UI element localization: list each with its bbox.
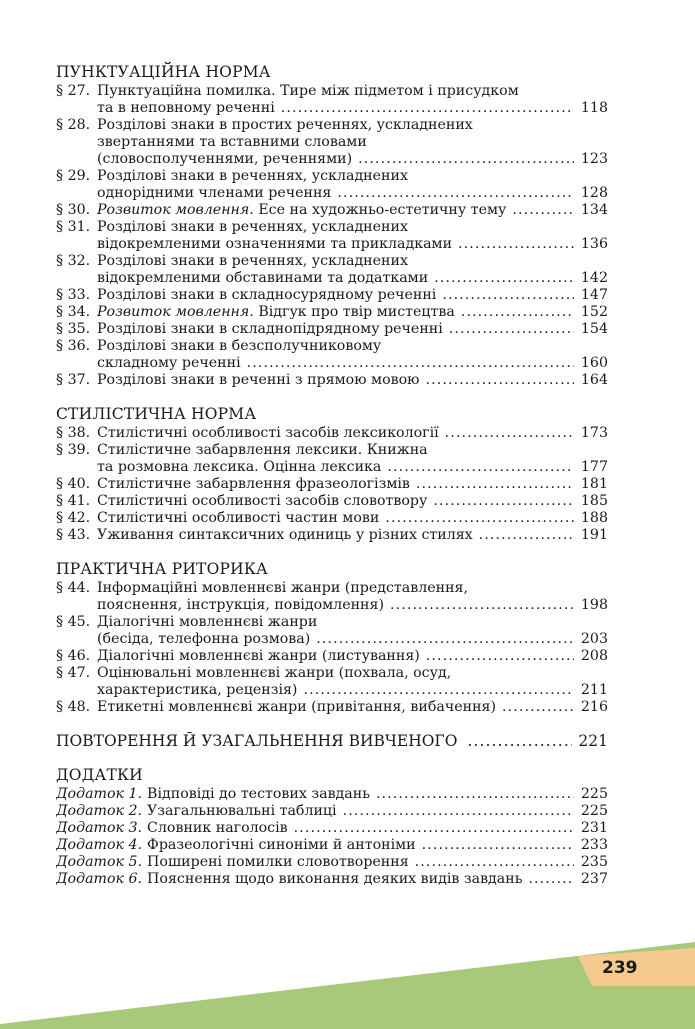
entry-text xyxy=(97,442,428,459)
entry-line-text: Уживання синтаксичних одиниць у різних стилях xyxy=(97,527,473,543)
entry-text xyxy=(97,372,420,389)
entry-line xyxy=(97,321,608,338)
entry-number: § 36. xyxy=(56,338,91,354)
entry-italic-label: Розвиток мовлення. xyxy=(97,304,254,320)
appendix-entry xyxy=(56,854,608,871)
entry-line-text: Розділові знаки в реченнях, ускладнених xyxy=(97,168,408,184)
entry-line xyxy=(97,304,608,321)
entry-line xyxy=(97,270,608,287)
entry-page: 118 xyxy=(580,100,608,116)
entry-line xyxy=(97,168,608,185)
entry-body xyxy=(97,372,608,389)
dot-leader xyxy=(528,871,574,888)
entry-line xyxy=(97,372,608,389)
toc-entry xyxy=(56,372,608,389)
entry-line xyxy=(97,580,608,597)
toc-entry xyxy=(56,304,608,321)
entry-line-text: Есе на художньо-естетичну тему xyxy=(258,202,507,218)
appendix-label: Додаток 6. xyxy=(56,871,143,887)
appendix-text: Фразеологічні синоніми й антоніми xyxy=(147,837,416,853)
appendix-text: Словник наголосів xyxy=(147,820,288,836)
dot-leader xyxy=(416,476,574,493)
toc-entry xyxy=(56,614,608,648)
entry-body xyxy=(97,338,608,372)
entry-line-text: Стилістичні особливості засобів словотвору xyxy=(97,493,428,509)
entry-line-text: Діалогічні мовленнєві жанри (листування) xyxy=(97,648,420,664)
entry-page: 181 xyxy=(580,476,608,492)
dot-leader xyxy=(422,837,574,854)
entry-line xyxy=(97,493,608,510)
appendix-entry xyxy=(56,871,608,888)
entry-line xyxy=(97,682,608,699)
entry-page: 136 xyxy=(580,236,608,252)
entry-page: 152 xyxy=(580,304,608,320)
toc-entry xyxy=(56,510,608,527)
review-page: 221 xyxy=(578,732,608,750)
entry-text xyxy=(97,304,455,321)
entry-body xyxy=(97,425,608,442)
table-of-contents xyxy=(56,63,608,904)
entry-body xyxy=(97,510,608,527)
entry-line xyxy=(97,476,608,493)
bottom-decor-band xyxy=(0,930,695,1029)
entry-line-text: Розділові знаки в складносурядному реченні xyxy=(97,287,437,303)
entry-page: 188 xyxy=(580,510,608,526)
entry-line xyxy=(97,185,608,202)
entry-page: 211 xyxy=(580,682,608,698)
entry-body xyxy=(97,580,608,614)
entry-text xyxy=(97,648,420,665)
appendix-text: Відповіді до тестових завдань xyxy=(147,786,370,802)
appendix-page: 235 xyxy=(580,854,608,870)
entry-line-text: Розділові знаки в реченнях, ускладнених xyxy=(97,253,408,269)
entry-number: § 27. xyxy=(56,83,91,99)
appendix-line xyxy=(56,786,608,803)
entry-text xyxy=(97,219,408,236)
entry-number: § 48. xyxy=(56,699,91,715)
toc-entry xyxy=(56,287,608,304)
entry-text xyxy=(97,425,439,442)
appendix-entry xyxy=(56,786,608,803)
entry-line-text: Стилістичне забарвлення фразеологізмів xyxy=(97,476,410,492)
appendix-label: Додаток 5. xyxy=(56,854,143,870)
entry-number: § 32. xyxy=(56,253,91,269)
section-title: ПРАКТИЧНА РИТОРИКА xyxy=(56,560,268,578)
entry-text xyxy=(97,510,379,527)
entry-line xyxy=(97,287,608,304)
entry-text xyxy=(97,83,519,100)
toc-entry xyxy=(56,202,608,219)
entry-body xyxy=(97,493,608,510)
entry-number: § 40. xyxy=(56,476,91,492)
entry-text xyxy=(97,185,331,202)
entry-text xyxy=(97,202,506,219)
appendix-label: Додаток 3. xyxy=(56,820,143,836)
dot-leader xyxy=(376,786,574,803)
entry-line xyxy=(97,117,608,134)
entry-line xyxy=(97,631,608,648)
appendix-label: Додаток 4. xyxy=(56,837,143,853)
toc-section xyxy=(56,63,608,389)
entry-text xyxy=(97,631,310,648)
entry-line-text: характеристика, рецензія) xyxy=(97,682,298,698)
entry-page: 208 xyxy=(580,648,608,664)
entry-body xyxy=(97,168,608,202)
dot-leader xyxy=(434,270,574,287)
entry-page: 147 xyxy=(580,287,608,303)
review-title: ПОВТОРЕННЯ Й УЗАГАЛЬНЕННЯ ВИВЧЕНОГО xyxy=(56,732,458,750)
dot-leader xyxy=(479,527,574,544)
entry-number: § 39. xyxy=(56,442,91,458)
entry-number: § 38. xyxy=(56,425,91,441)
entry-line-text: (словосполученнями, реченнями) xyxy=(97,151,353,167)
dot-leader xyxy=(247,355,574,372)
dot-leader xyxy=(426,372,574,389)
section-title: СТИЛІСТИЧНА НОРМА xyxy=(56,405,257,423)
green-band xyxy=(0,942,695,1029)
toc-entry xyxy=(56,253,608,287)
entry-text xyxy=(97,321,443,338)
entry-page: 123 xyxy=(580,151,608,167)
entry-line xyxy=(97,355,608,372)
entry-page: 216 xyxy=(580,699,608,715)
entry-number: § 42. xyxy=(56,510,91,526)
entry-line-text: однорідними членами речення xyxy=(97,185,332,201)
entry-line-text: Стилістичне забарвлення лексики. Книжна xyxy=(97,442,428,458)
toc-entry xyxy=(56,699,608,716)
toc-entry xyxy=(56,338,608,372)
entry-text xyxy=(97,151,352,168)
entry-body xyxy=(97,476,608,493)
dot-leader xyxy=(303,682,574,699)
toc-entry xyxy=(56,580,608,614)
section-title: ПУНКТУАЦІЙНА НОРМА xyxy=(56,63,271,81)
dot-leader xyxy=(512,202,574,219)
entry-body xyxy=(97,321,608,338)
entry-page: 177 xyxy=(580,459,608,475)
entry-line xyxy=(97,527,608,544)
appendix-label: Додаток 1. xyxy=(56,786,143,802)
entry-text xyxy=(97,355,241,372)
appendix-text: Узагальнювальні таблиці xyxy=(147,803,337,819)
dot-leader xyxy=(415,854,574,871)
toc-entry xyxy=(56,442,608,476)
dot-leader xyxy=(385,510,574,527)
entry-text xyxy=(97,459,381,476)
toc-entry xyxy=(56,648,608,665)
dot-leader xyxy=(442,287,574,304)
toc-entry xyxy=(56,665,608,699)
entry-text xyxy=(97,614,317,631)
appendix-label: Додаток 2. xyxy=(56,803,143,819)
entry-line-text: відокремленими обставинами та додатками xyxy=(97,270,429,286)
toc-entry xyxy=(56,321,608,338)
entry-line xyxy=(97,648,608,665)
entry-number: § 30. xyxy=(56,202,91,218)
entry-page: 134 xyxy=(580,202,608,218)
entry-line-text: звертаннями та вставними словами xyxy=(97,134,367,150)
entry-text xyxy=(97,527,473,544)
dot-leader xyxy=(281,100,574,117)
entry-line xyxy=(97,134,608,151)
appendix-page: 233 xyxy=(580,837,608,853)
entry-number: § 45. xyxy=(56,614,91,630)
entry-number: § 44. xyxy=(56,580,91,596)
dot-leader xyxy=(337,185,574,202)
entry-text xyxy=(97,580,468,597)
entry-body xyxy=(97,699,608,716)
dot-leader xyxy=(461,304,574,321)
entry-body xyxy=(97,614,608,648)
entry-line-text: Пунктуаційна помилка. Тире між підметом і присудком xyxy=(97,83,519,99)
entry-text xyxy=(97,493,427,510)
entry-page: 198 xyxy=(580,597,608,613)
entry-text xyxy=(97,682,297,699)
entry-text xyxy=(97,597,384,614)
dot-leader xyxy=(449,321,574,338)
dot-leader xyxy=(458,236,574,253)
entry-number: § 47. xyxy=(56,665,91,681)
entry-line xyxy=(97,338,608,355)
appendix-page: 225 xyxy=(580,803,608,819)
entry-line xyxy=(97,83,608,100)
entry-text xyxy=(97,117,473,134)
page-number: 239 xyxy=(602,958,638,978)
dot-leader xyxy=(433,493,574,510)
entry-line-text: Розділові знаки в реченнях, ускладнених xyxy=(97,219,408,235)
entry-page: 154 xyxy=(580,321,608,337)
appendix-title: ДОДАТКИ xyxy=(56,766,143,784)
entry-text xyxy=(97,476,410,493)
dot-leader xyxy=(502,699,574,716)
entry-line-text: Відгук про твір мистецтва xyxy=(258,304,455,320)
entry-line xyxy=(97,614,608,631)
appendix-entries xyxy=(56,786,608,888)
entry-number: § 33. xyxy=(56,287,91,303)
entry-text xyxy=(97,168,408,185)
toc-entry xyxy=(56,425,608,442)
entry-number: § 37. xyxy=(56,372,91,388)
entry-line-text: Діалогічні мовленнєві жанри xyxy=(97,614,318,630)
entry-text xyxy=(97,236,452,253)
entry-line-text: відокремленими означеннями та прикладками xyxy=(97,236,453,252)
entry-number: § 35. xyxy=(56,321,91,337)
dot-leader xyxy=(358,151,574,168)
entry-body xyxy=(97,202,608,219)
appendix-line xyxy=(56,820,608,837)
entry-line xyxy=(97,202,608,219)
appendix-text: Пояснення щодо виконання деяких видів завдань xyxy=(147,871,523,887)
entry-line xyxy=(97,597,608,614)
entry-body xyxy=(97,253,608,287)
entry-page: 203 xyxy=(580,631,608,647)
entry-line xyxy=(97,425,608,442)
entry-line-text: Розділові знаки в безсполучниковому xyxy=(97,338,382,354)
entry-page: 142 xyxy=(580,270,608,286)
entry-page: 173 xyxy=(580,425,608,441)
entry-text xyxy=(97,338,381,355)
appendix-line xyxy=(56,803,608,820)
entry-line-text: Інформаційні мовленнєві жанри (представлення, xyxy=(97,580,469,596)
entry-page: 164 xyxy=(580,372,608,388)
appendix-page: 231 xyxy=(580,820,608,836)
review-line xyxy=(56,732,608,750)
entry-line-text: складному реченні xyxy=(97,355,241,371)
entry-number: § 29. xyxy=(56,168,91,184)
dot-leader xyxy=(294,820,574,837)
dot-leader xyxy=(445,425,574,442)
appendix-page: 225 xyxy=(580,786,608,802)
entry-text xyxy=(97,253,408,270)
entry-line-text: Оцінювальні мовленнєві жанри (похвала, осуд, xyxy=(97,665,452,681)
entry-body xyxy=(97,665,608,699)
entry-line xyxy=(97,459,608,476)
entry-line-text: Розділові знаки в складнопідрядному реченні xyxy=(97,321,443,337)
appendix-entry xyxy=(56,837,608,854)
toc-section xyxy=(56,405,608,544)
entry-line-text: Етикетні мовленнєві жанри (привітання, вибачення) xyxy=(97,699,497,715)
entry-line xyxy=(97,151,608,168)
toc-entry xyxy=(56,476,608,493)
entry-number: § 31. xyxy=(56,219,91,235)
entry-line xyxy=(97,510,608,527)
entry-line xyxy=(97,253,608,270)
entry-line xyxy=(97,699,608,716)
entry-line-text: Стилістичні особливості частин мови xyxy=(97,510,380,526)
toc-entry xyxy=(56,219,608,253)
appendix-text: Поширені помилки словотворення xyxy=(147,854,409,870)
entry-line xyxy=(97,219,608,236)
toc-entry xyxy=(56,493,608,510)
entry-body xyxy=(97,442,608,476)
entry-page: 185 xyxy=(580,493,608,509)
entry-line-text: та розмовна лексика. Оцінна лексика xyxy=(97,459,382,475)
entry-text xyxy=(97,134,367,151)
entry-number: § 46. xyxy=(56,648,91,664)
entry-line xyxy=(97,100,608,117)
dot-leader xyxy=(387,459,574,476)
dot-leader xyxy=(343,803,574,820)
entry-number: § 34. xyxy=(56,304,91,320)
toc-entry xyxy=(56,117,608,168)
entry-line xyxy=(97,665,608,682)
appendix-section xyxy=(56,766,608,888)
entry-page: 191 xyxy=(580,527,608,543)
entry-body xyxy=(97,83,608,117)
entry-line-text: пояснення, інструкція, повідомлення) xyxy=(97,597,384,613)
dot-leader xyxy=(467,732,572,750)
entry-line-text: та в неповному реченні xyxy=(97,100,275,116)
entry-text xyxy=(97,287,436,304)
entry-text xyxy=(97,665,451,682)
entry-body xyxy=(97,117,608,168)
appendix-line xyxy=(56,854,608,871)
entry-line xyxy=(97,442,608,459)
appendix-line xyxy=(56,837,608,854)
entry-line-text: Розділові знаки в простих реченнях, ускладнених xyxy=(97,117,473,133)
entry-body xyxy=(97,304,608,321)
entry-text xyxy=(97,699,496,716)
dot-leader xyxy=(316,631,574,648)
toc-sections xyxy=(56,63,608,716)
appendix-entry xyxy=(56,803,608,820)
entry-line-text: (бесіда, телефонна розмова) xyxy=(97,631,311,647)
toc-entry xyxy=(56,168,608,202)
entry-italic-label: Розвиток мовлення. xyxy=(97,202,254,218)
entry-text xyxy=(97,100,275,117)
entry-line-text: Стилістичні особливості засобів лексикології xyxy=(97,425,439,441)
entry-text xyxy=(97,270,428,287)
toc-entry xyxy=(56,83,608,117)
entry-line-text: Розділові знаки в реченні з прямою мовою xyxy=(97,372,420,388)
appendix-entry xyxy=(56,820,608,837)
dot-leader xyxy=(426,648,574,665)
appendix-line xyxy=(56,871,608,888)
entry-body xyxy=(97,219,608,253)
entry-page: 160 xyxy=(580,355,608,371)
entry-line xyxy=(97,236,608,253)
entry-body xyxy=(97,648,608,665)
entry-body xyxy=(97,287,608,304)
toc-entry xyxy=(56,527,608,544)
entry-number: § 41. xyxy=(56,493,91,509)
appendix-page: 237 xyxy=(580,871,608,887)
entry-number: § 43. xyxy=(56,527,91,543)
entry-body xyxy=(97,527,608,544)
dot-leader xyxy=(390,597,574,614)
review-section xyxy=(56,732,608,750)
entry-page: 128 xyxy=(580,185,608,201)
toc-section xyxy=(56,560,608,716)
entry-number: § 28. xyxy=(56,117,91,133)
